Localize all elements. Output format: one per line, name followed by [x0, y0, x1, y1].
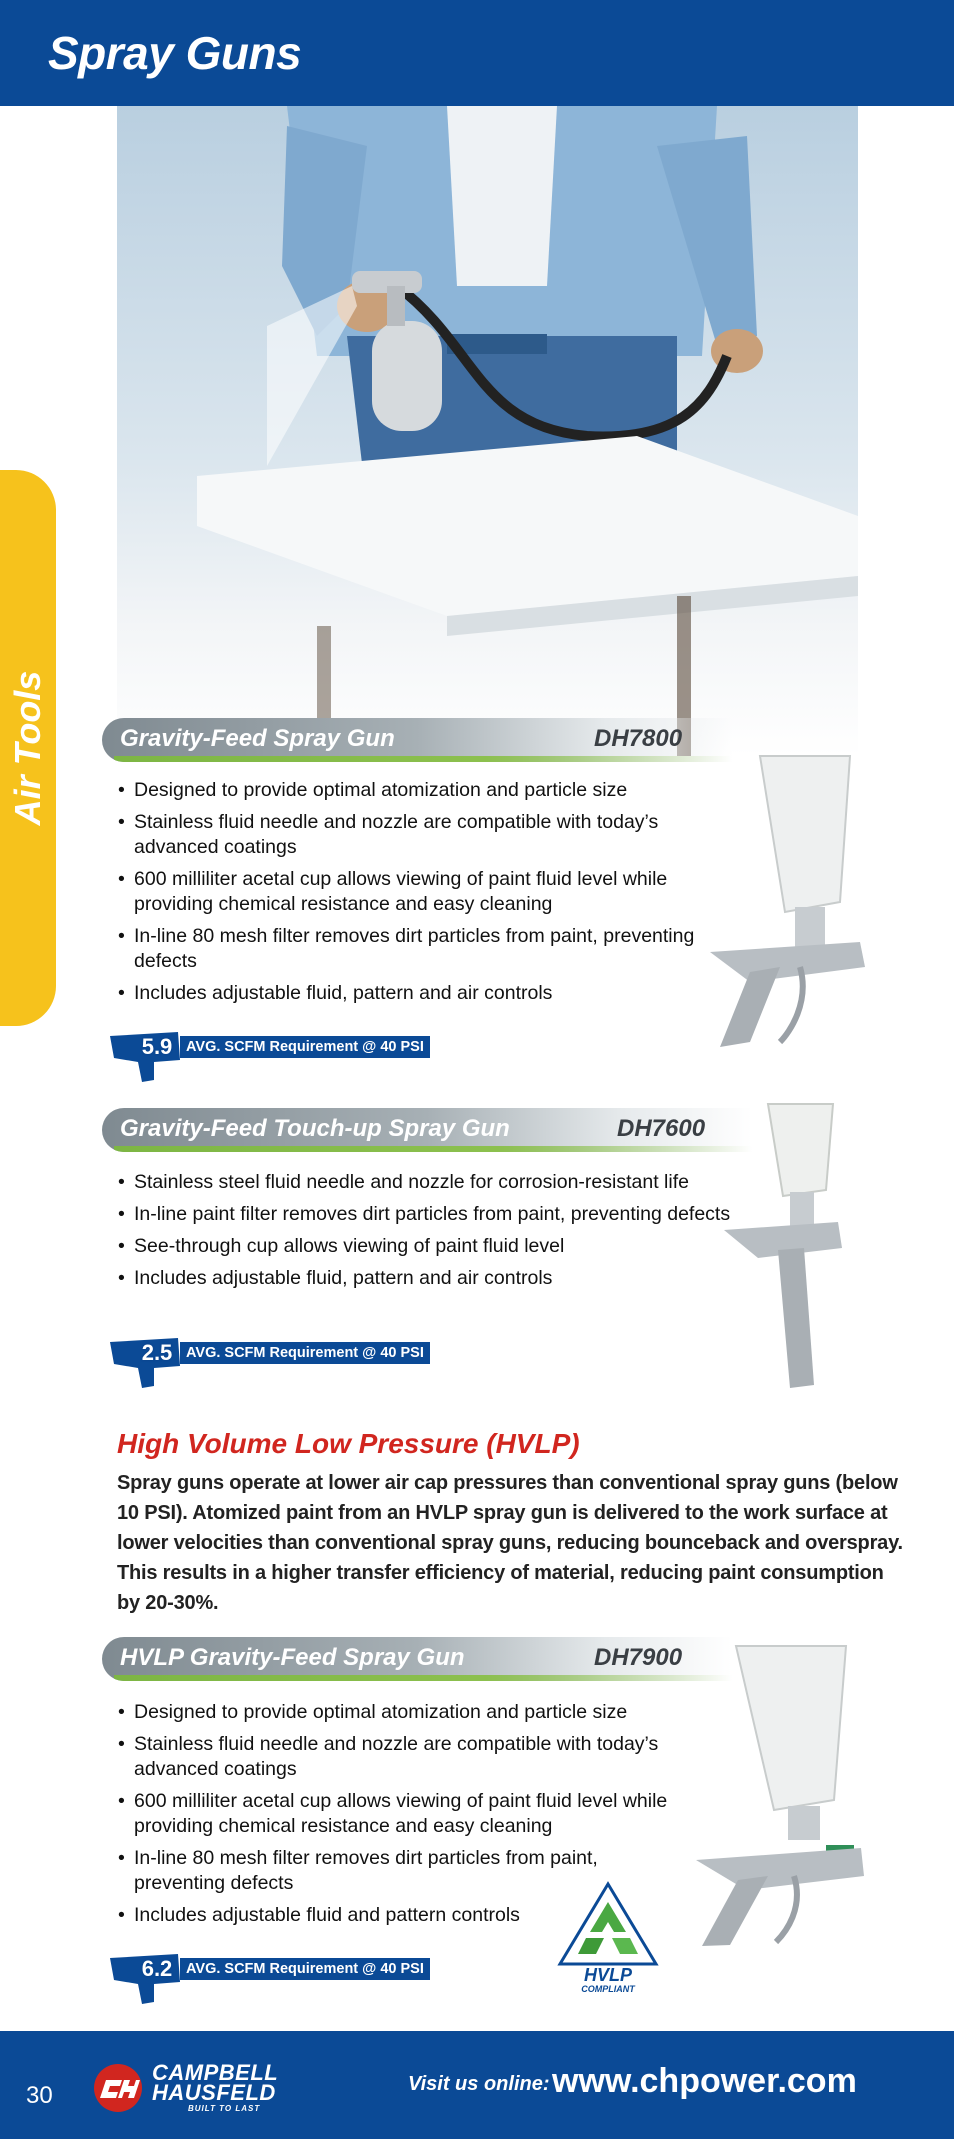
product-header-bar — [102, 1108, 752, 1152]
feature-item: • Includes adjustable fluid, pattern and air controls — [118, 1266, 738, 1291]
hero-photo — [117, 106, 858, 756]
scfm-label: AVG. SCFM Requirement @ 40 PSI — [180, 1958, 430, 1980]
scfm-label: AVG. SCFM Requirement @ 40 PSI — [180, 1036, 430, 1058]
spray-gun-dh7600-image — [718, 1100, 848, 1390]
feature-item: • See-through cup allows viewing of paint fluid level — [118, 1234, 738, 1259]
brand-line1: CAMPBELL — [152, 2060, 279, 2085]
brand-tagline: BUILT TO LAST — [188, 2104, 261, 2113]
hvlp-badge-line1: HVLP — [583, 1965, 632, 1985]
side-tab-label: Air Tools — [7, 670, 48, 826]
feature-item: • In-line paint filter removes dirt particles from paint, preventing defects — [118, 1202, 738, 1227]
feature-item: • 600 milliliter acetal cup allows viewing of paint fluid level while providing chemical resistance and easy cleaning — [118, 867, 738, 917]
spray-gun-dh7800-image — [690, 752, 870, 1052]
campbell-hausfeld-logo — [92, 2060, 312, 2116]
website-link[interactable]: www.chpower.com — [552, 2062, 857, 2100]
feature-item: • Includes adjustable fluid, pattern and air controls — [118, 981, 738, 1006]
product-model: DH7800 — [594, 725, 683, 752]
feature-list — [118, 1170, 738, 1298]
hvlp-badge-line2: COMPLIANT — [581, 1984, 635, 1994]
page-header — [0, 0, 954, 106]
product-header-bar — [102, 1637, 732, 1681]
scfm-value: 5.9 — [141, 1034, 173, 1059]
scfm-value: 6.2 — [141, 1956, 173, 1981]
feature-item: • Designed to provide optimal atomization and particle size — [118, 1700, 678, 1725]
feature-item: • Stainless fluid needle and nozzle are compatible with today’s advanced coatings — [118, 810, 738, 860]
feature-item: • 600 milliliter acetal cup allows viewing of paint fluid level while providing chemical resistance and easy cleaning — [118, 1789, 678, 1839]
feature-item: • In-line 80 mesh filter removes dirt particles from paint, preventing defects — [118, 1846, 678, 1896]
feature-item: • Designed to provide optimal atomization and particle size — [118, 778, 738, 803]
page-number: 30 — [26, 2082, 53, 2109]
visit-label: Visit us online: — [408, 2073, 550, 2095]
feature-item: • Includes adjustable fluid and pattern controls — [118, 1903, 678, 1928]
scfm-label: AVG. SCFM Requirement @ 40 PSI — [180, 1342, 430, 1364]
product-name: HVLP Gravity-Feed Spray Gun — [120, 1644, 465, 1671]
spray-gun-dh7900-image — [676, 1640, 876, 1950]
product-model: DH7900 — [594, 1644, 683, 1671]
scfm-badge — [108, 1028, 468, 1084]
hvlp-heading: High Volume Low Pressure (HVLP) — [117, 1428, 580, 1459]
product-name: Gravity-Feed Spray Gun — [120, 725, 395, 752]
product-name: Gravity-Feed Touch-up Spray Gun — [120, 1115, 510, 1142]
ch-logo-icon — [92, 2062, 144, 2114]
product-header-bar — [102, 718, 732, 762]
hvlp-description: Spray guns operate at lower air cap pressures than conventional spray guns (below 10 PSI). Atomized paint from an HVLP spray gun is delivered to the work surface at lower velocities than conventional spray guns, reducing bounceback and overspray. This results in a higher transfer efficiency of material, reducing paint consumption by 20-30%. — [117, 1472, 903, 1614]
recycle-icon — [556, 1880, 660, 1968]
product-model: DH7600 — [617, 1115, 706, 1142]
scfm-badge — [108, 1334, 468, 1390]
page-title: Spray Guns — [48, 27, 302, 79]
brand-line2: HAUSFELD — [152, 2080, 276, 2105]
hvlp-compliant-badge — [556, 1880, 660, 2002]
feature-item: • In-line 80 mesh filter removes dirt particles from paint, preventing defects — [118, 924, 738, 974]
scfm-badge — [108, 1950, 468, 2006]
feature-list — [118, 778, 738, 1013]
scfm-value: 2.5 — [141, 1340, 173, 1365]
feature-item: • Stainless steel fluid needle and nozzle for corrosion-resistant life — [118, 1170, 738, 1195]
feature-item: • Stainless fluid needle and nozzle are compatible with today’s advanced coatings — [118, 1732, 678, 1782]
